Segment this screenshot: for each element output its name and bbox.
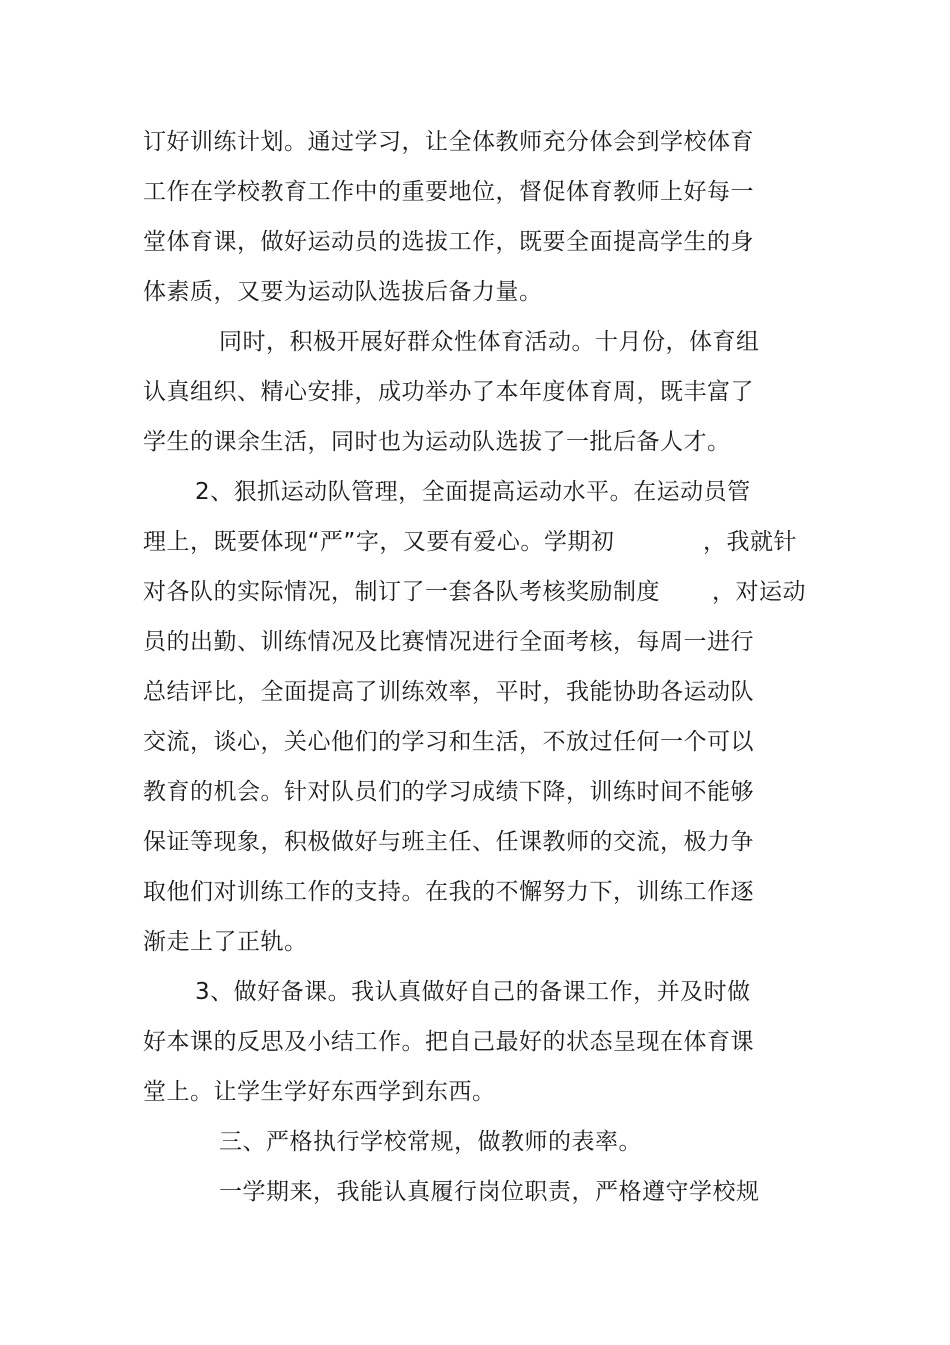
- text-line: 认真组织、精心安排，成功举办了本年度体育周，既丰富了: [143, 379, 754, 405]
- text-line: 体素质，又要为运动队选拔后备力量。: [143, 279, 543, 305]
- text-line: 总结评比，全面提高了训练效率，平时，我能协助各运动队: [143, 679, 754, 705]
- text-line: 同时，积极开展好群众性体育活动。十月份，体育组: [219, 329, 760, 355]
- text-line: 员的出勤、训练情况及比赛情况进行全面考核，每周一进行: [143, 629, 754, 655]
- text-line: ，对运动: [712, 579, 806, 605]
- text-line: 交流，谈心，关心他们的学习和生活，不放过任何一个可以: [143, 729, 754, 755]
- section-heading: 三、严格执行学校常规，做教师的表率。: [219, 1129, 642, 1155]
- text-line: 订好训练计划。通过学习，让全体教师充分体会到学校体育: [143, 129, 754, 155]
- text-line: 堂上。让学生学好东西学到东西。: [143, 1079, 496, 1105]
- text-line: 工作在学校教育工作中的重要地位，督促体育教师上好每一: [143, 179, 754, 205]
- text-line: 好本课的反思及小结工作。把自己最好的状态呈现在体育课: [143, 1029, 754, 1055]
- text-line: 一学期来，我能认真履行岗位职责，严格遵守学校规: [219, 1179, 760, 1205]
- text-line: ，我就针: [703, 529, 797, 555]
- text-line: 教育的机会。针对队员们的学习成绩下降，训练时间不能够: [143, 779, 754, 805]
- text-line: 2、狠抓运动队管理，全面提高运动水平。在运动员管: [195, 479, 751, 505]
- text-line: 取他们对训练工作的支持。在我的不懈努力下，训练工作逐: [143, 879, 754, 905]
- text-line: 理上，既要体现“严”字，又要有爱心。学期初: [143, 529, 615, 555]
- text-line: 对各队的实际情况，制订了一套各队考核奖励制度: [143, 579, 660, 605]
- text-line: 学生的课余生活，同时也为运动队选拔了一批后备人才。: [143, 429, 731, 455]
- text-line: 渐走上了正轨。: [143, 929, 308, 955]
- text-line: 堂体育课，做好运动员的选拔工作，既要全面提高学生的身: [143, 229, 754, 255]
- text-line: 保证等现象，积极做好与班主任、任课教师的交流，极力争: [143, 829, 754, 855]
- text-line: 3、做好备课。我认真做好自己的备课工作，并及时做: [195, 979, 751, 1005]
